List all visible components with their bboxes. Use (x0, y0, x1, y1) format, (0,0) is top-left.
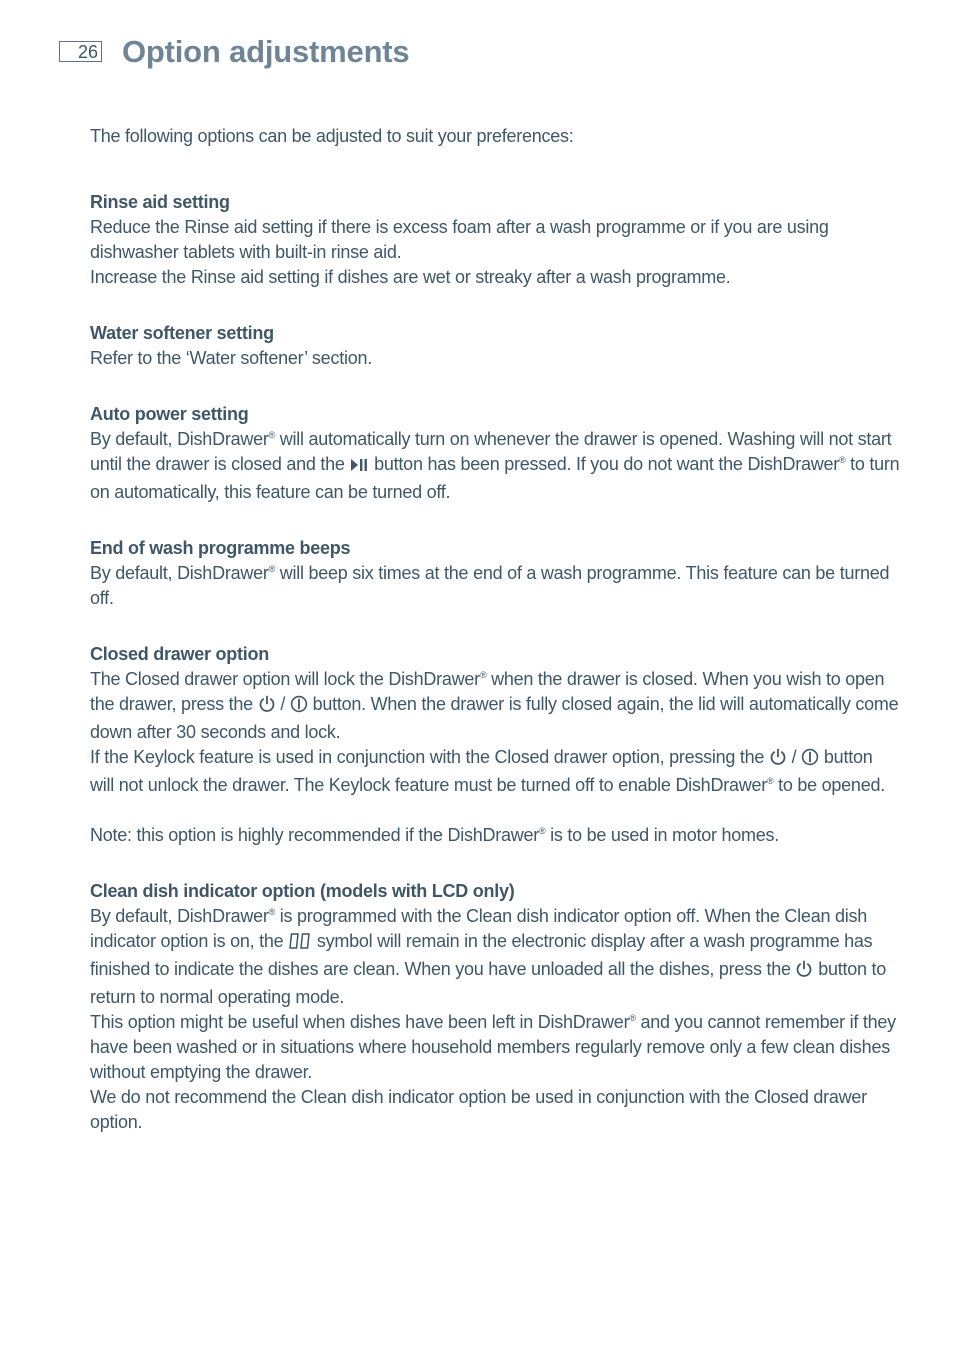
section-clean-dish-indicator (90, 879, 900, 1135)
section-auto-power (90, 402, 900, 505)
section-text: By default, DishDrawer® is programmed with the Clean dish indicator option off. When the Clean dish indicator option is on, the symbol will remain in the electronic display after a wash programme has finished to indicate the dishes are clean. When you have unloaded all the dishes, press the button to return to normal operating mode. (90, 906, 887, 1007)
brand-name: DishDrawer (177, 429, 269, 449)
section-water-softener (90, 321, 900, 371)
brand-name: DishDrawer (177, 563, 269, 583)
brand-name: DishDrawer (177, 906, 269, 926)
power-circle-icon (290, 695, 308, 720)
clean-dish-display-icon (288, 932, 312, 957)
brand-name: DishDrawer (447, 825, 539, 845)
brand-name: DishDrawer (675, 775, 767, 795)
section-end-of-wash-beeps (90, 536, 900, 611)
section-heading: Clean dish indicator option (models with LCD only) (90, 881, 515, 901)
section-text: The Closed drawer option will lock the DishDrawer® when the drawer is closed. When you wish to open the drawer, press the / button. When the drawer is fully closed again, the lid will automatically come down after 30 seconds and lock. (90, 669, 899, 742)
brand-name: DishDrawer (747, 454, 839, 474)
section-text: By default, DishDrawer® will automatically turn on whenever the drawer is opened. Washing will not start until the drawer is closed and the button has been pressed. If you do not want the DishDrawer® to turn on automatically, this feature can be turned off. (90, 429, 900, 502)
section-text: Refer to the ‘Water softener’ section. (90, 348, 372, 368)
note-text: Note: this option is highly recommended if the DishDrawer® is to be used in motor homes. (90, 825, 779, 845)
page-number: 26 (59, 41, 102, 62)
brand-name: DishDrawer (388, 669, 480, 689)
section-closed-drawer (90, 642, 900, 848)
section-text: This option might be useful when dishes have been left in DishDrawer® and you cannot remember if they have been washed or in situations where household members regularly remove only a few clean dishes without emptying the drawer. (90, 1012, 896, 1082)
section-text: We do not recommend the Clean dish indicator option be used in conjunction with the Closed drawer option. (90, 1087, 867, 1132)
power-icon (769, 748, 787, 773)
section-heading: Auto power setting (90, 404, 249, 424)
brand-name: DishDrawer (537, 1012, 630, 1032)
power-icon (795, 960, 813, 985)
section-heading: Closed drawer option (90, 644, 270, 664)
play-pause-icon (349, 455, 369, 480)
power-circle-icon (801, 748, 819, 773)
page-content (90, 124, 900, 1135)
section-text: Increase the Rinse aid setting if dishes are wet or streaky after a wash programme. (90, 267, 731, 287)
section-rinse-aid (90, 190, 900, 290)
section-text: If the Keylock feature is used in conjunction with the Closed drawer option, pressing the / button will not unlock the drawer. The Keylock feature must be turned off to enable DishDrawer® to be opened. (90, 747, 885, 795)
section-text: Reduce the Rinse aid setting if there is excess foam after a wash programme or if you are using dishwasher tablets with built-in rinse aid. (90, 217, 829, 262)
section-text: By default, DishDrawer® will beep six times at the end of a wash programme. This feature can be turned off. (90, 563, 890, 608)
section-heading: Water softener setting (90, 323, 274, 343)
section-heading: End of wash programme beeps (90, 538, 351, 558)
page-title: Option adjustments (122, 34, 410, 69)
section-heading: Rinse aid setting (90, 192, 230, 212)
intro-text: The following options can be adjusted to suit your preferences: (90, 126, 574, 146)
power-icon (258, 695, 276, 720)
